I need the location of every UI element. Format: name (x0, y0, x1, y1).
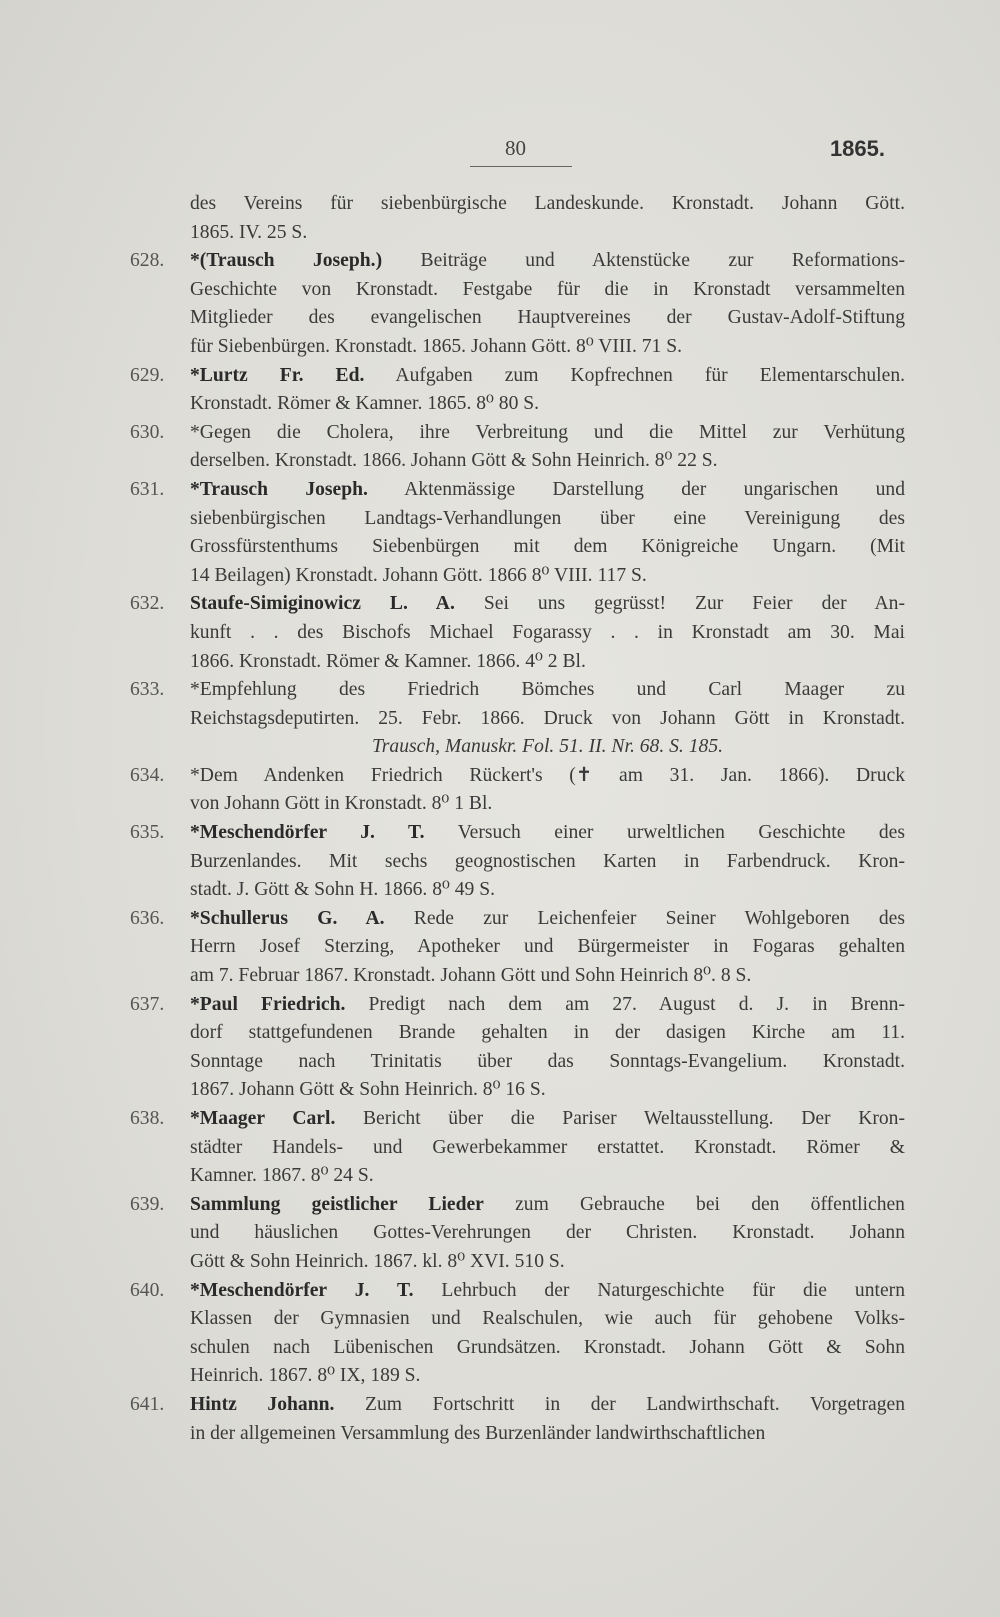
entry-line (190, 1391, 905, 1420)
bibliography-entry (130, 762, 905, 819)
bibliography-entry (130, 1391, 905, 1448)
header-year: 1865. (829, 136, 885, 161)
entry-text (190, 1391, 905, 1448)
entry-line: schulen nach Lübenischen Grundsätzen. Kronstadt. Johann Gött & Sohn (190, 1336, 905, 1358)
entry-line: siebenbürgischen Landtags-Verhandlungen über eine Vereinigung des (190, 507, 905, 529)
entry-number: 639. (130, 1193, 165, 1215)
entry-line: Grossfürstenthums Siebenbürgen mit dem Königreiche Ungarn. (Mit (190, 536, 905, 558)
entry-number: 638. (130, 1108, 165, 1129)
entry-number: 634. (130, 764, 165, 786)
entry-line (190, 1105, 905, 1134)
entry-line (190, 1277, 905, 1306)
entry-line-text: Versuch einer urweltlichen Geschichte des (424, 822, 905, 844)
author-name: *Trausch Joseph. (190, 478, 368, 500)
entry-number: 641. (130, 1393, 165, 1415)
entry-text (190, 476, 905, 590)
entry-line: städter Handels- und Gewerbekammer erstattet. Kronstadt. Römer & (190, 1136, 905, 1158)
entry-line: Mitglieder des evangelischen Hauptvereines der Gustav-Adolf-Stiftung (190, 307, 905, 329)
entry-text (190, 590, 905, 676)
bibliography-entry (130, 1191, 905, 1277)
bibliography-entry (130, 190, 905, 247)
bibliography-entry (130, 362, 905, 419)
entry-number: 632. (130, 593, 165, 615)
entry-line-text: Aufgaben zum Kopfrechnen für Elementarschulen. (364, 364, 906, 386)
entry-line: Klassen der Gymnasien und Realschulen, wie auch für gehobene Volks- (190, 1308, 905, 1330)
entry-line (190, 590, 905, 619)
bibliography-entry (130, 991, 905, 1105)
entry-line-text: Bericht über die Pariser Weltausstellung. Der Kron- (335, 1108, 905, 1129)
entry-line (190, 905, 905, 934)
entry-line (190, 476, 905, 505)
entry-number: 630. (130, 421, 165, 443)
entry-line: des Vereins für siebenbürgische Landeskunde. Kronstadt. Johann Gött. (190, 193, 905, 214)
entry-line: 1866. Kronstadt. Römer & Kamner. 1866. 4⁰ 2 Bl. (190, 650, 586, 672)
entry-line-text: Lehrbuch der Naturgeschichte für die untern (413, 1279, 905, 1301)
entry-line: 14 Beilagen) Kronstadt. Johann Gött. 1866 8⁰ VIII. 117 S. (190, 564, 647, 586)
entry-text (190, 190, 905, 247)
entry-line: in der allgemeinen Versammlung des Burzenländer landwirthschaftlichen (190, 1422, 766, 1444)
entry-text (190, 819, 905, 905)
bibliography-list (130, 190, 905, 1448)
entry-line-text: Aktenmässige Darstellung der ungarischen und (367, 478, 905, 500)
author-name: Hintz Johann. (190, 1393, 335, 1415)
entry-line (190, 247, 905, 276)
entry-line: Gött & Sohn Heinrich. 1867. kl. 8⁰ XVI. 510 S. (190, 1250, 565, 1272)
entry-line: Herrn Josef Sterzing, Apotheker und Bürgermeister in Fogaras gehalten (190, 936, 905, 958)
entry-line-text: zum Gebrauche bei den öffentlichen (483, 1193, 905, 1215)
entry-line: Kronstadt. Römer & Kamner. 1865. 8⁰ 80 S. (190, 393, 540, 415)
entry-line: für Siebenbürgen. Kronstadt. 1865. Johann Gött. 8⁰ VIII. 71 S. (190, 335, 683, 357)
entry-text (190, 362, 905, 419)
entry-line: 1867. Johann Gött & Sohn Heinrich. 8⁰ 16 S. (190, 1079, 546, 1101)
page-header (0, 132, 1000, 172)
author-name: Sammlung geistlicher Lieder (190, 1193, 484, 1215)
author-name: *Maager Carl. (190, 1108, 336, 1129)
bibliography-entry (130, 676, 905, 762)
entry-number: 629. (130, 364, 165, 386)
entry-line: *Dem Andenken Friedrich Rückert's (✝ am 31. Jan. 1866). Druck (190, 764, 905, 786)
entry-number: 628. (130, 250, 165, 272)
bibliography-entry (130, 819, 905, 905)
author-name: Staufe-Simiginowicz L. A. (190, 593, 455, 615)
entry-line: Geschichte von Kronstadt. Festgabe für die in Kronstadt versammelten (190, 278, 905, 300)
entry-line (190, 362, 905, 391)
author-name: *Lurtz Fr. Ed. (190, 364, 365, 386)
entry-text (190, 419, 905, 476)
entry-line-text: Zum Fortschritt in der Landwirthschaft. Vorgetragen (334, 1393, 905, 1415)
entry-line: Heinrich. 1867. 8⁰ IX, 189 S. (190, 1365, 421, 1387)
entry-text (190, 247, 905, 361)
author-name: *Meschendörfer J. T. (190, 1279, 414, 1301)
entry-line: derselben. Kronstadt. 1866. Johann Gött & Sohn Heinrich. 8⁰ 22 S. (190, 450, 718, 472)
entry-line: von Johann Gött in Kronstadt. 8⁰ 1 Bl. (190, 793, 493, 815)
bibliography-entry (130, 905, 905, 991)
entry-line: am 7. Februar 1867. Kronstadt. Johann Gött und Sohn Heinrich 8⁰. 8 S. (190, 965, 752, 987)
entry-line-text: Beiträge und Aktenstücke zur Reformations- (382, 250, 906, 272)
entry-number: 636. (130, 907, 165, 929)
entry-number (130, 190, 190, 247)
author-name: *Paul Friedrich. (190, 993, 346, 1015)
bibliography-entry (130, 590, 905, 676)
entry-line-text: Predigt nach dem am 27. August d. J. in Brenn- (345, 993, 905, 1015)
entry-text (190, 1277, 905, 1391)
entry-line (190, 819, 905, 848)
entry-line: Reichstagsdeputirten. 25. Febr. 1866. Druck von Johann Gött in Kronstadt. (190, 707, 905, 729)
page-number: 80 (505, 136, 526, 160)
bibliography-entry (130, 419, 905, 476)
entry-line (190, 991, 905, 1020)
entry-line: Kamner. 1867. 8⁰ 24 S. (190, 1165, 374, 1187)
author-name: *(Trausch Joseph.) (190, 250, 383, 272)
entry-line: kunft . . des Bischofs Michael Fogarassy . . in Kronstadt am 30. Mai (190, 621, 905, 643)
entry-line: dorf stattgefundenen Brande gehalten in der dasigen Kirche am 11. (190, 1022, 905, 1044)
entry-line: *Gegen die Cholera, ihre Verbreitung und die Mittel zur Verhütung (190, 421, 905, 443)
entry-line: und häuslichen Gottes-Verehrungen der Christen. Kronstadt. Johann (190, 1222, 905, 1244)
entry-line: Sonntage nach Trinitatis über das Sonntags-Evangelium. Kronstadt. (190, 1050, 905, 1072)
author-name: *Schullerus G. A. (190, 907, 385, 929)
entry-line-text: Rede zur Leichenfeier Seiner Wohlgeboren des (384, 907, 905, 929)
entry-number: 637. (130, 993, 165, 1015)
bibliography-entry (130, 1105, 905, 1191)
bibliography-entry (130, 1277, 905, 1391)
entry-line: stadt. J. Gött & Sohn H. 1866. 8⁰ 49 S. (190, 879, 496, 901)
entry-number: 631. (130, 478, 165, 500)
entry-text (190, 905, 905, 991)
header-rule (470, 166, 572, 167)
bibliography-entry (130, 247, 905, 361)
entry-line: Burzenlandes. Mit sechs geognostischen Karten in Farbendruck. Kron- (190, 850, 905, 872)
entry-text (190, 1105, 905, 1191)
entry-text (190, 676, 905, 762)
entry-line: 1865. IV. 25 S. (190, 221, 308, 243)
entry-number: 640. (130, 1279, 165, 1301)
entry-line: Trausch, Manuskr. Fol. 51. II. Nr. 68. S. 185. (371, 736, 724, 758)
entry-number: 633. (130, 679, 165, 701)
entry-text (190, 991, 905, 1105)
bibliography-entry (130, 476, 905, 590)
entry-line-text: Sei uns gegrüsst! Zur Feier der An- (454, 593, 905, 615)
entry-text (190, 1191, 905, 1277)
entry-line (190, 1191, 905, 1220)
entry-line: *Empfehlung des Friedrich Bömches und Carl Maager zu (190, 679, 905, 701)
entry-number: 635. (130, 822, 165, 844)
entry-text (190, 762, 905, 819)
author-name: *Meschendörfer J. T. (190, 822, 425, 844)
